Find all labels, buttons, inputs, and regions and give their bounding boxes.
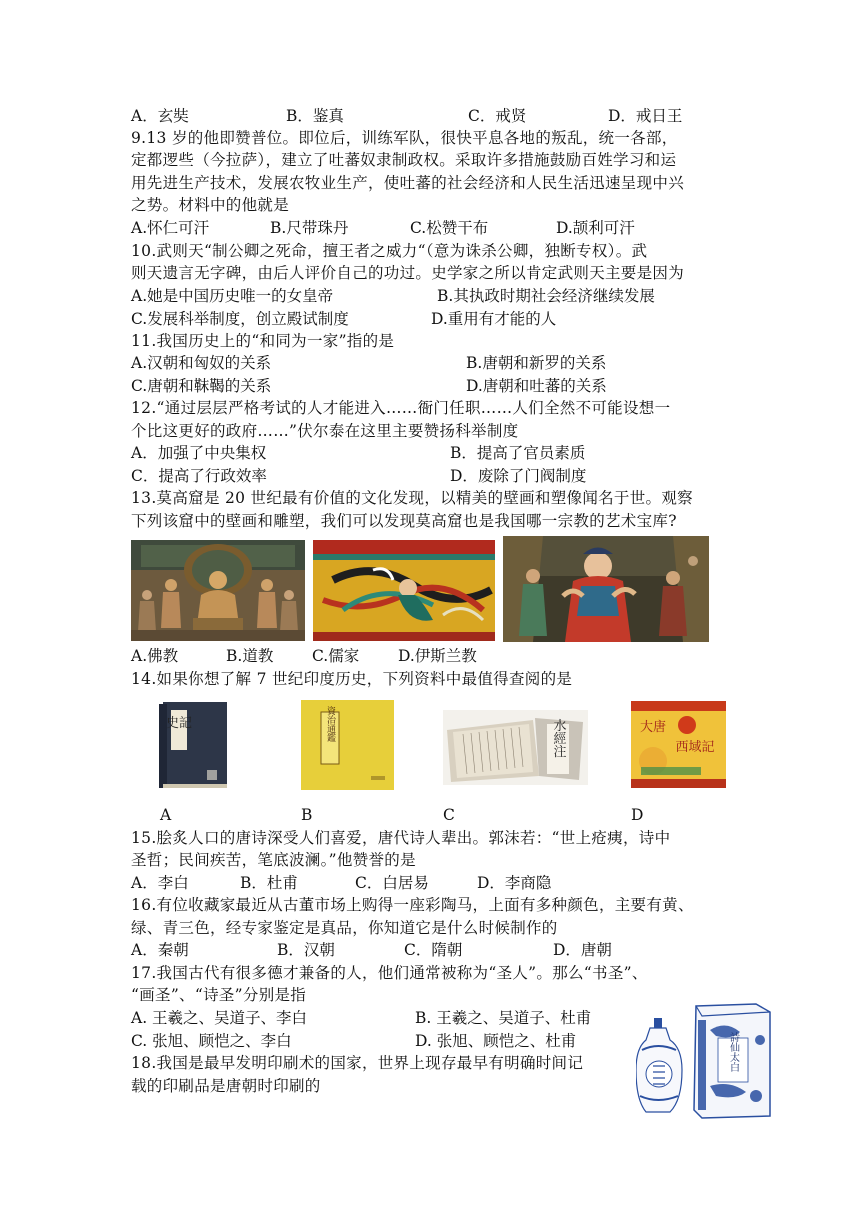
q13-stem-line: 下列该窟中的壁画和雕塑，我们可以发现莫高窟也是我国哪一宗教的艺术宝库? — [131, 512, 677, 530]
q15-stem-line: 15.脍炙人口的唐诗深受人们喜爱，唐代诗人辈出。郭沫若：“世上疮痍，诗中 — [131, 829, 671, 847]
q16-option-a: A．秦朝 — [131, 941, 189, 959]
q12-option-a: A．加强了中央集权 — [131, 444, 267, 462]
q8-option-b: B．鉴真 — [286, 107, 344, 125]
q9-option-a: A.怀仁可汗 — [131, 219, 210, 237]
q13-option-c: C.儒家 — [312, 647, 360, 665]
liquor-bottle-and-box-image — [636, 1000, 776, 1120]
q13-stem-line: 13.莫高窟是 20 世纪最有价值的文化发现，以精美的壁画和塑像闻名于世。观察 — [131, 489, 693, 507]
q15-stem-line: 圣哲；民间疾苦，笔底波澜。”他赞誉的是 — [131, 851, 416, 869]
q16-stem-line: 绿、青三色，经专家鉴定是真品，你知道它是什么时候制作的 — [131, 919, 558, 937]
q14-stem-line: 14.如果你想了解 7 世纪印度历史，下列资料中最值得查阅的是 — [131, 670, 573, 688]
q11-stem-line: 11.我国历史上的“和同为一家”指的是 — [131, 332, 395, 350]
q9-stem-line: 之势。材料中的他就是 — [131, 196, 290, 214]
book-d-title-part1: 大唐 — [639, 720, 667, 735]
zizhi-tongjian-book-image — [301, 700, 394, 790]
q16-option-c: C．隋朝 — [404, 941, 463, 959]
q17-stem-line: 17.我国古代有很多德才兼备的人，他们通常被称为“圣人”。那么“书圣”、 — [131, 964, 648, 982]
q15-option-c: C．白居易 — [355, 874, 429, 892]
q9-stem-line: 定都逻些（今拉萨），建立了吐蕃奴隶制政权。采取许多措施鼓励百姓学习和运 — [131, 151, 677, 169]
q10-option-c: C.发展科举制度，创立殿试制度 — [131, 310, 349, 328]
q10-option-d: D.重用有才能的人 — [431, 310, 557, 328]
mogao-bodhisattva-statue-photo — [503, 536, 709, 642]
q10-stem-line: 10.武则天“制公卿之死命，擅王者之威力“（意为诛杀公卿，独断专权）。武 — [131, 242, 648, 260]
q14-label-d: D — [631, 806, 644, 824]
q15-option-b: B．杜甫 — [240, 874, 298, 892]
mogao-flying-apsara-mural-photo — [313, 540, 495, 641]
datang-xiyuji-book-image — [631, 701, 726, 788]
q12-stem-line: 12.“通过层层严格考试的人才能进入……衙门任职……人们全然不可能设想一 — [131, 399, 671, 417]
q18-stem-line: 载的印刷品是唐朝时印刷的 — [131, 1077, 321, 1095]
q9-stem-line: 9.13 岁的他即赞普位。即位后，训练军队，很快平息各地的叛乱，统一各部， — [131, 129, 678, 147]
mogao-buddha-sculpture-photo — [131, 540, 305, 641]
q17-option-b: B. 王羲之、吴道子、杜甫 — [415, 1009, 592, 1027]
q14-label-b: B — [301, 806, 313, 824]
q16-option-d: D．唐朝 — [553, 941, 612, 959]
q16-option-b: B．汉朝 — [277, 941, 335, 959]
q9-option-b: B.尺带珠丹 — [270, 219, 349, 237]
shuijingzhu-book-image — [443, 710, 588, 785]
q14-label-c: C — [443, 806, 455, 824]
q15-option-d: D．李商隐 — [477, 874, 552, 892]
q11-option-d: D.唐朝和吐蕃的关系 — [466, 377, 607, 395]
q10-option-a: A.她是中国历史唯一的女皇帝 — [131, 287, 334, 305]
q17-option-d: D. 张旭、顾恺之、杜甫 — [415, 1032, 577, 1050]
q12-option-d: D．废除了门阀制度 — [450, 467, 587, 485]
q18-stem-line: 18.我国是最早发明印刷术的国家，世界上现存最早有明确时间记 — [131, 1054, 584, 1072]
book-a-title-char: 史記 — [165, 716, 193, 731]
q12-option-c: C．提高了行政效率 — [131, 467, 267, 485]
book-d-title-part2: 西域記 — [675, 740, 715, 755]
q11-option-c: C.唐朝和靺鞨的关系 — [131, 377, 272, 395]
q17-stem-line: “画圣”、“诗圣”分别是指 — [131, 986, 307, 1004]
q15-option-a: A．李白 — [131, 874, 189, 892]
q9-option-d: D.颉利可汗 — [556, 219, 635, 237]
q11-option-b: B.唐朝和新罗的关系 — [466, 354, 607, 372]
q16-stem-line: 16.有位收藏家最近从古董市场上购得一座彩陶马，上面有多种颜色，主要有黄、 — [131, 896, 694, 914]
q10-stem-line: 则天遗言无字碑，由后人评价自己的功过。史学家之所以肯定武则天主要是因为 — [131, 264, 685, 282]
q9-stem-line: 用先进生产技术，发展农牧业生产，使吐蕃的社会经济和人民生活迅速呈现中兴 — [131, 174, 685, 192]
q12-option-b: B．提高了官员素质 — [450, 444, 586, 462]
q8-option-d: D．戒日王 — [608, 107, 683, 125]
box-label-text: 詩仙太白 — [727, 1032, 739, 1072]
q12-stem-line: 个比这更好的政府……”伏尔泰在这里主要赞扬科举制度 — [131, 422, 519, 440]
q10-option-b: B.其执政时期社会经济继续发展 — [437, 287, 655, 305]
q17-option-a: A. 王羲之、吴道子、李白 — [131, 1009, 308, 1027]
q9-option-c: C.松赞干布 — [410, 219, 489, 237]
book-c-title: 水經注 — [550, 718, 566, 758]
q11-option-a: A.汉朝和匈奴的关系 — [131, 354, 272, 372]
q17-option-c: C. 张旭、顾恺之、李白 — [131, 1032, 292, 1050]
q14-label-a: A — [160, 806, 172, 824]
q13-option-d: D.伊斯兰教 — [398, 647, 477, 665]
shiji-book-image — [157, 700, 232, 790]
book-b-title: 資治通鑑 — [325, 706, 335, 742]
q8-option-a: A．玄奘 — [131, 107, 189, 125]
q13-option-a: A.佛教 — [131, 647, 179, 665]
q13-option-b: B.道教 — [226, 647, 274, 665]
q8-option-c: C．戒贤 — [468, 107, 527, 125]
